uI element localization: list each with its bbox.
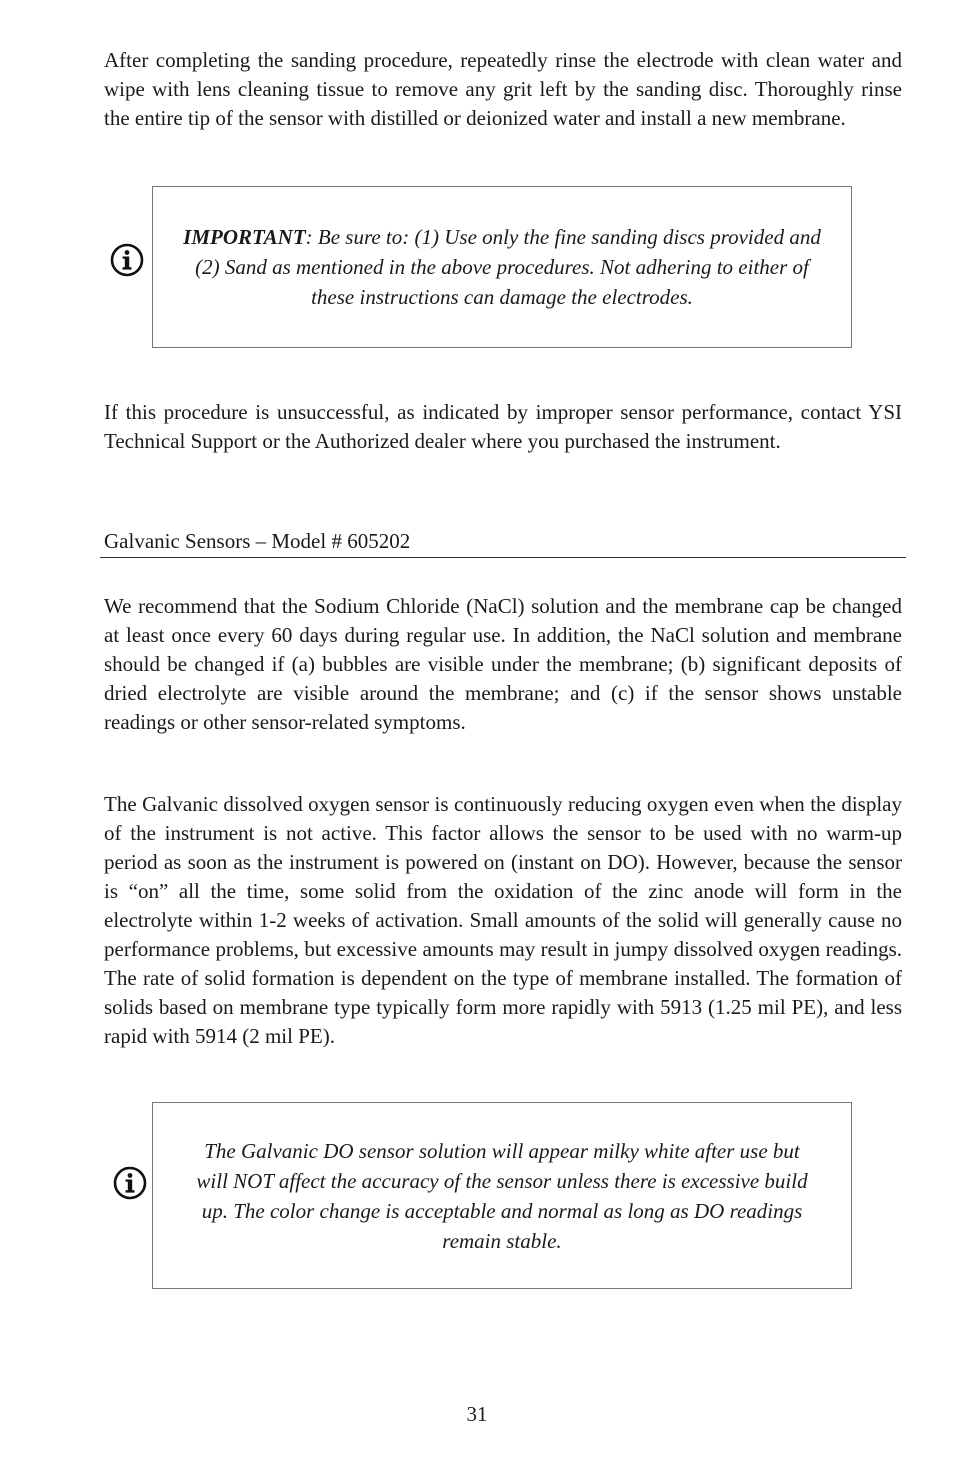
paragraph-unsuccessful: If this procedure is unsuccessful, as indicated by improper sensor performance, contact YSI Technical Support or the Authorized dealer where you purchased the instrument. bbox=[104, 400, 902, 453]
important-note-box bbox=[152, 186, 852, 348]
important-note-text bbox=[182, 222, 822, 312]
galvanic-note-box bbox=[152, 1102, 852, 1289]
paragraph-galvanic-sensor: The Galvanic dissolved oxygen sensor is continuously reducing oxygen even when the display of the instrument is not active. This factor allows the sensor to be used with no warm-up period as soon as the instrument is powered on (instant on DO). However, because the sensor is “on” all the time, some solid from the oxidation of the zinc anode will form in the electrolyte within 1-2 weeks of activation. Small amounts of the solid will generally cause no performance problems, but excessive amounts may result in jumpy dissolved oxygen readings. The rate of solid formation is dependent on the type of membrane installed. The formation of solids based on membrane type typically form more rapidly with 5913 (1.25 mil PE), and less rapid with 5914 (2 mil PE). bbox=[104, 792, 902, 1048]
important-label: IMPORTANT bbox=[183, 225, 306, 249]
paragraph-recommend-change: We recommend that the Sodium Chloride (NaCl) solution and the membrane cap be changed at least once every 60 days during regular use. In addition, the NaCl solution and membrane should be changed if (a) bubbles are visible under the membrane; (b) significant deposits of dried electrolyte are visible around the membrane; and (c) if the sensor shows unstable readings or other sensor-related symptoms. bbox=[104, 594, 902, 734]
paragraph-sanding-rinse: After completing the sanding procedure, repeatedly rinse the electrode with clean water and wipe with lens cleaning tissue to remove any grit left by the sanding disc. Thoroughly rinse the entire tip of the sensor with distilled or deionized water and install a new membrane. bbox=[104, 48, 902, 130]
section-heading: Galvanic Sensors – Model # 605202 bbox=[104, 529, 411, 553]
important-body: : Be sure to: (1) Use only the fine sanding discs provided and (2) Sand as mentioned in the above procedures. Not adhering to either of these instructions can damage the electrodes. bbox=[195, 225, 821, 309]
galvanic-note-text: The Galvanic DO sensor solution will appear milky white after use but will NOT affect the accuracy of the sensor unless there is excessive build up. The color change is acceptable and normal as long as DO readings remain stable. bbox=[196, 1138, 808, 1253]
info-icon bbox=[110, 243, 144, 277]
info-icon bbox=[113, 1166, 147, 1200]
section-divider bbox=[100, 557, 906, 558]
page-number: 31 bbox=[466, 1402, 488, 1426]
